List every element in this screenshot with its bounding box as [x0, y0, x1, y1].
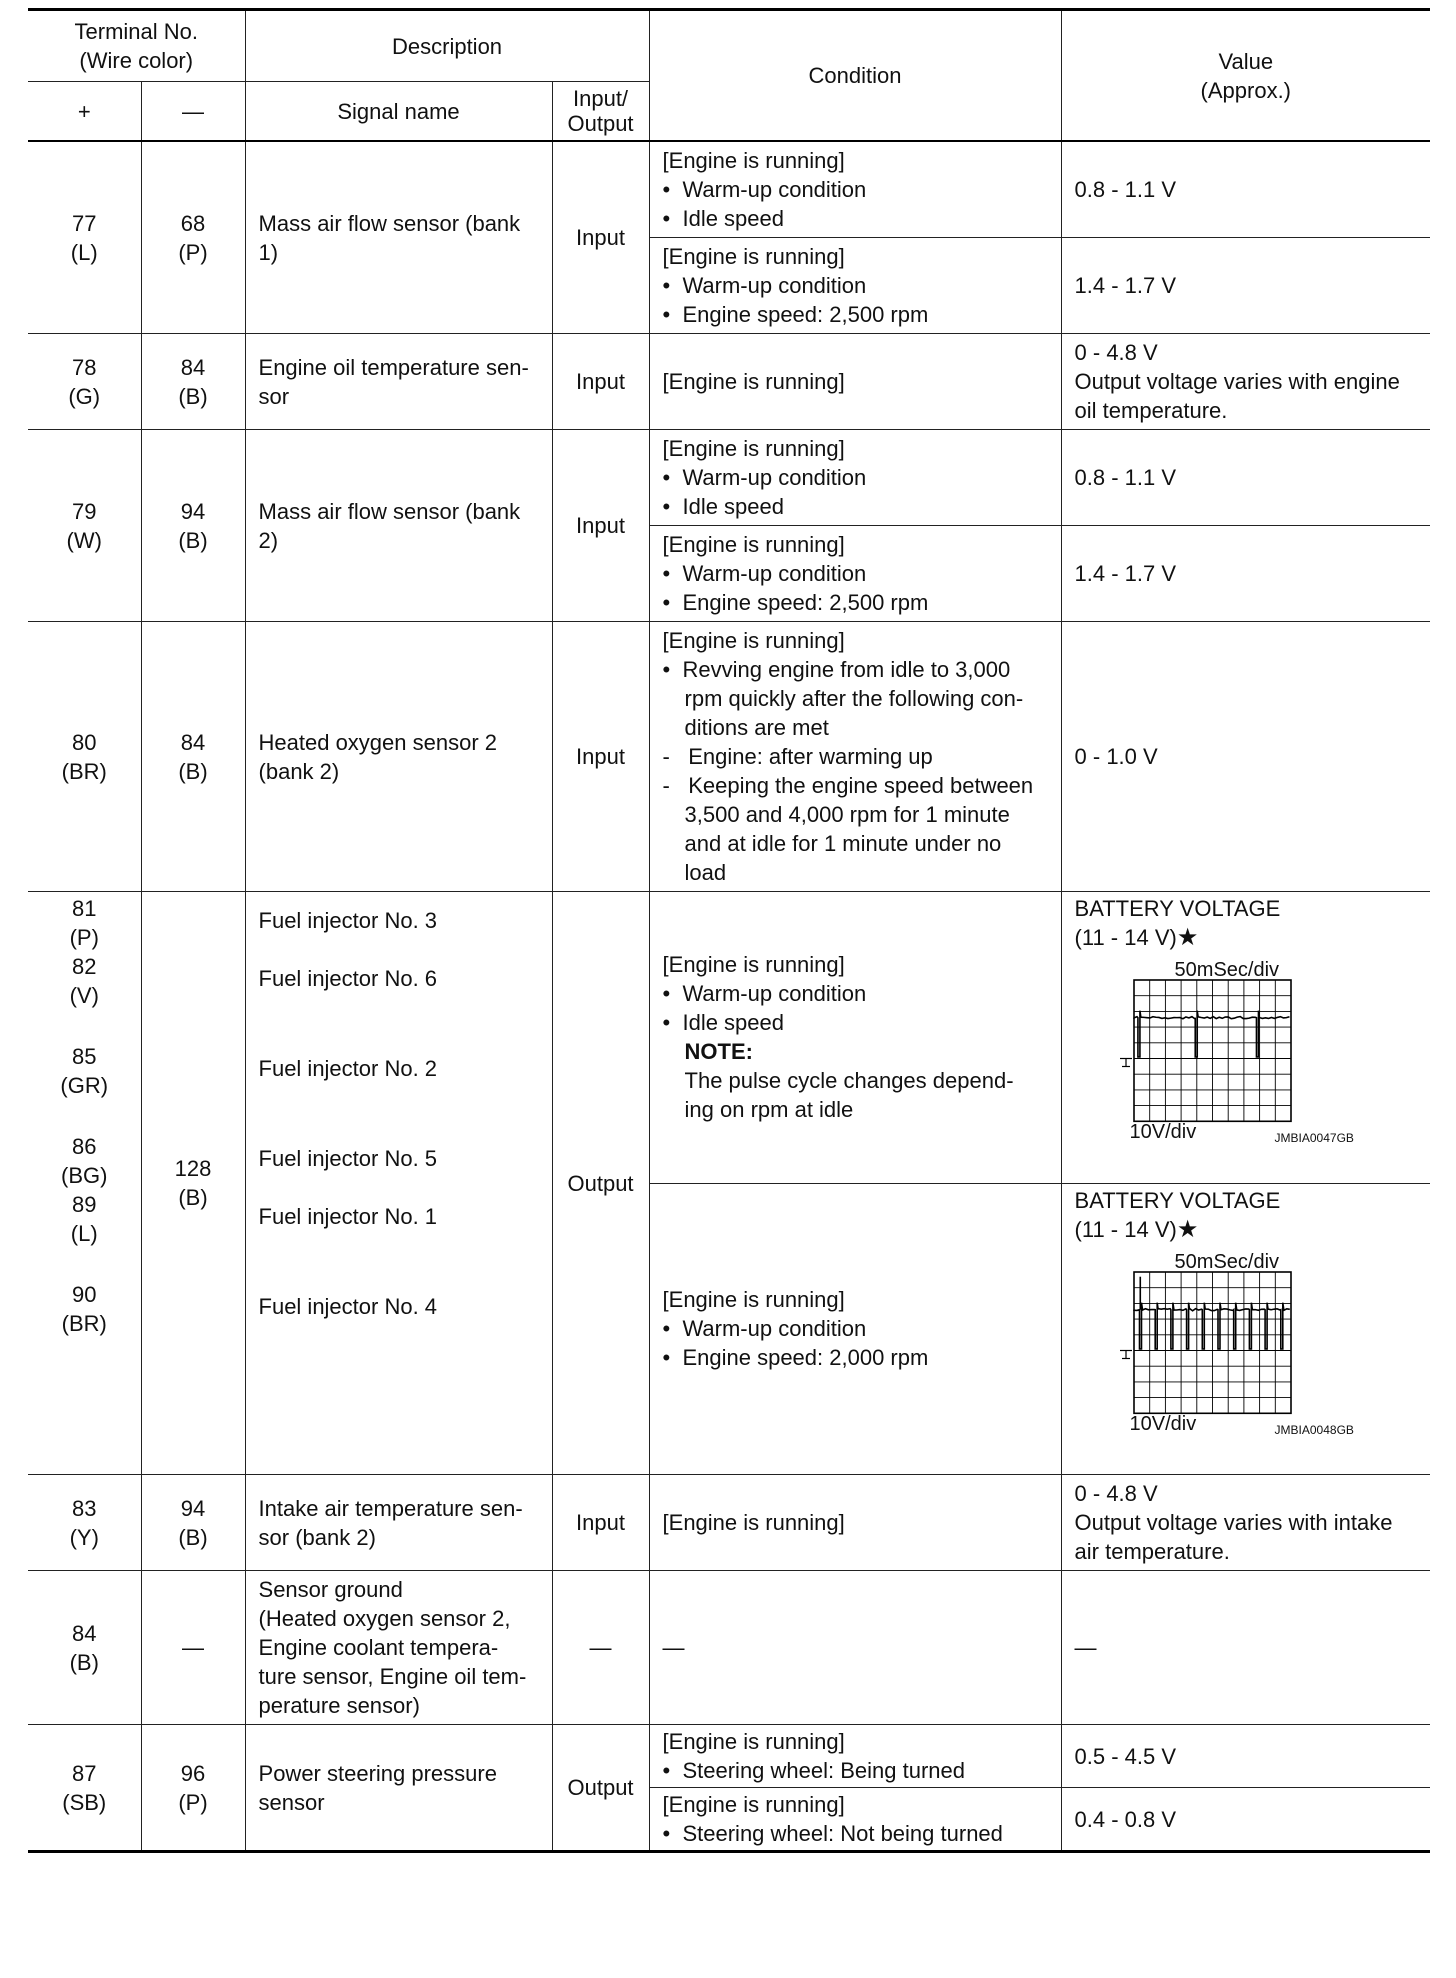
- condition-cell: [649, 622, 1061, 892]
- table-row: [28, 141, 1430, 238]
- scope-voltage-scale: 10V/div: [1129, 1121, 1197, 1143]
- value-cell: 0.8 - 1.1 V: [1061, 430, 1430, 526]
- condition-bullet: • Warm-up condition: [662, 177, 867, 202]
- signal-name: Mass air flow sensor (bank 1): [245, 141, 552, 334]
- terminal-plus: 78 (G): [28, 334, 141, 430]
- terminal-plus: 86 (BG): [61, 1134, 108, 1188]
- ecm-terminal-table: [28, 8, 1430, 1853]
- io-type: —: [552, 1571, 649, 1725]
- condition-bullet: • Idle speed: [662, 494, 784, 519]
- table-row: [28, 430, 1430, 526]
- terminal-plus: 81 (P): [69, 896, 99, 950]
- condition-cell: [649, 1725, 1061, 1788]
- scope-time-scale: 50mSec/div: [1174, 959, 1280, 981]
- terminal-plus: 84 (B): [28, 1571, 141, 1725]
- condition-subitem: - Keeping the engine speed between 3,500 and 4,000 rpm for 1 minute and at idle for 1 minute under no load: [662, 773, 1034, 885]
- scope-waveform: [1134, 1011, 1289, 1057]
- header-description: Description: [245, 10, 649, 82]
- condition-bullet: • Warm-up condition: [662, 1316, 867, 1342]
- value-label: BATTERY VOLTAGE: [1074, 896, 1281, 921]
- value-cell: [1061, 334, 1430, 430]
- value-cell: 0.8 - 1.1 V: [1061, 141, 1430, 238]
- note-text: The pulse cycle changes depend- ing on rpm at idle: [684, 1068, 1014, 1123]
- signal-name: Fuel injector No. 6: [258, 966, 438, 991]
- terminal-minus: 68 (P): [141, 141, 245, 334]
- terminal-plus: 83 (Y): [28, 1475, 141, 1571]
- condition-cell: [Engine is running]: [649, 1475, 1061, 1571]
- signal-name: Fuel injector No. 1: [258, 1204, 438, 1229]
- condition-cell: [649, 892, 1061, 1184]
- condition-cell: [649, 526, 1061, 622]
- value-cell: 1.4 - 1.7 V: [1061, 526, 1430, 622]
- figure-code: JMBIA0048GB: [1274, 1422, 1354, 1437]
- star-icon: ★: [1176, 1215, 1199, 1243]
- condition-cell: [649, 1788, 1061, 1852]
- condition-bullet: • Engine speed: 2,500 rpm: [662, 590, 929, 615]
- table-row: [28, 1725, 1430, 1788]
- terminal-minus: 128 (B): [141, 892, 245, 1475]
- terminal-plus: 82 (V): [69, 954, 99, 1008]
- condition-bullet: • Warm-up condition: [662, 981, 867, 1007]
- value-cell: [1061, 892, 1430, 1184]
- value-range: (11 - 14 V)★: [1074, 924, 1199, 951]
- terminal-minus: 96 (P): [141, 1725, 245, 1852]
- header-condition: Condition: [649, 10, 1061, 142]
- table-row: [28, 1475, 1430, 1571]
- signal-name: Heated oxygen sensor 2 (bank 2): [245, 622, 552, 892]
- condition-head: [Engine is running]: [662, 436, 845, 461]
- condition-cell: [649, 1183, 1061, 1475]
- terminal-minus: 94 (B): [141, 1475, 245, 1571]
- terminal-plus: 89 (L): [70, 1192, 98, 1246]
- oscilloscope-trace: [1075, 1248, 1385, 1437]
- value-note: Output voltage varies with intake air temperature.: [1074, 1510, 1393, 1564]
- oscilloscope-grid-2000rpm: [1075, 1248, 1385, 1428]
- value-cell: [1061, 1183, 1430, 1475]
- terminal-minus: 94 (B): [141, 430, 245, 622]
- oscilloscope-grid-idle: [1075, 956, 1385, 1136]
- io-type: Input: [552, 622, 649, 892]
- table-row: [28, 622, 1430, 892]
- terminal-plus: 85 (GR): [60, 1044, 109, 1098]
- signal-name: Fuel injector No. 2: [258, 1056, 438, 1081]
- signal-name-group: [245, 892, 552, 1475]
- condition-bullet: • Steering wheel: Not being turned: [662, 1821, 1003, 1846]
- oscilloscope-trace: [1075, 956, 1385, 1145]
- condition-bullet: • Engine speed: 2,500 rpm: [662, 302, 929, 327]
- header-minus: —: [141, 82, 245, 142]
- header-input-output: Input/ Output: [552, 82, 649, 142]
- terminal-minus: —: [141, 1571, 245, 1725]
- terminal-plus: 77 (L): [28, 141, 141, 334]
- condition-subitem: - Engine: after warming up: [662, 744, 933, 769]
- value-range: 0 - 4.8 V: [1074, 340, 1158, 365]
- value-cell: 1.4 - 1.7 V: [1061, 238, 1430, 334]
- terminal-plus: 80 (BR): [28, 622, 141, 892]
- condition-bullet: • Warm-up condition: [662, 561, 867, 586]
- scope-voltage-scale: 10V/div: [1129, 1412, 1197, 1435]
- condition-head: [Engine is running]: [662, 628, 845, 653]
- io-type: Input: [552, 430, 649, 622]
- condition-cell: —: [649, 1571, 1061, 1725]
- header-signal-name: Signal name: [245, 82, 552, 142]
- terminal-plus: 90 (BR): [61, 1282, 107, 1336]
- value-cell: 0 - 1.0 V: [1061, 622, 1430, 892]
- condition-head: [Engine is running]: [662, 532, 845, 557]
- condition-cell: [649, 430, 1061, 526]
- condition-bullet: • Revving engine from idle to 3,000 rpm quickly after the following con- ditions are met: [662, 657, 1024, 740]
- scope-waveform: [1134, 1302, 1290, 1348]
- signal-name: Sensor ground (Heated oxygen sensor 2, Engine coolant tempera- ture sensor, Engine oil tem- perature sensor): [245, 1571, 552, 1725]
- table-row: [28, 334, 1430, 430]
- condition-bullet: • Warm-up condition: [662, 465, 867, 490]
- signal-name: Mass air flow sensor (bank 2): [245, 430, 552, 622]
- condition-bullet: • Steering wheel: Being turned: [662, 1758, 965, 1783]
- note-heading: NOTE:: [684, 1039, 753, 1065]
- figure-code: JMBIA0047GB: [1274, 1131, 1354, 1145]
- signal-name: Engine oil temperature sen- sor: [245, 334, 552, 430]
- value-cell: 0.5 - 4.5 V: [1061, 1725, 1430, 1788]
- signal-name: Intake air temperature sen- sor (bank 2): [245, 1475, 552, 1571]
- condition-head: [Engine is running]: [662, 1792, 845, 1817]
- value-cell: 0.4 - 0.8 V: [1061, 1788, 1430, 1852]
- table-row: [28, 1571, 1430, 1725]
- table-row: [28, 892, 1430, 1184]
- scope-time-scale: 50mSec/div: [1174, 1250, 1280, 1273]
- condition-head: [Engine is running]: [662, 148, 845, 173]
- condition-cell: [649, 141, 1061, 238]
- terminal-minus: 84 (B): [141, 334, 245, 430]
- header-terminal: Terminal No. (Wire color): [28, 10, 245, 82]
- signal-name: Power steering pressure sensor: [245, 1725, 552, 1852]
- condition-bullet: • Idle speed: [662, 206, 784, 231]
- value-cell: —: [1061, 1571, 1430, 1725]
- condition-bullet: • Idle speed: [662, 1010, 784, 1036]
- signal-name: Fuel injector No. 4: [258, 1294, 438, 1319]
- condition-cell: [Engine is running]: [649, 334, 1061, 430]
- io-type: Input: [552, 141, 649, 334]
- signal-name: Fuel injector No. 5: [258, 1146, 438, 1171]
- value-cell: [1061, 1475, 1430, 1571]
- io-type: Output: [552, 892, 649, 1475]
- value-range: (11 - 14 V)★: [1074, 1215, 1199, 1243]
- header-plus: +: [28, 82, 141, 142]
- terminal-plus: 87 (SB): [28, 1725, 141, 1852]
- value-range: 0 - 4.8 V: [1074, 1481, 1158, 1506]
- terminal-plus-group: [28, 892, 141, 1475]
- condition-bullet: • Engine speed: 2,000 rpm: [662, 1345, 929, 1371]
- condition-bullet: • Warm-up condition: [662, 273, 867, 298]
- condition-head: [Engine is running]: [662, 1287, 845, 1313]
- signal-name: Fuel injector No. 3: [258, 908, 438, 933]
- value-note: Output voltage varies with engine oil temperature.: [1074, 369, 1400, 423]
- io-type: Input: [552, 1475, 649, 1571]
- header-value: Value (Approx.): [1061, 10, 1430, 142]
- star-icon: ★: [1176, 924, 1199, 951]
- terminal-minus: 84 (B): [141, 622, 245, 892]
- terminal-plus: 79 (W): [28, 430, 141, 622]
- io-type: Output: [552, 1725, 649, 1852]
- condition-cell: [649, 238, 1061, 334]
- condition-head: [Engine is running]: [662, 244, 845, 269]
- io-type: Input: [552, 334, 649, 430]
- value-label: BATTERY VOLTAGE: [1074, 1187, 1281, 1213]
- condition-head: [Engine is running]: [662, 952, 845, 978]
- condition-head: [Engine is running]: [662, 1729, 845, 1754]
